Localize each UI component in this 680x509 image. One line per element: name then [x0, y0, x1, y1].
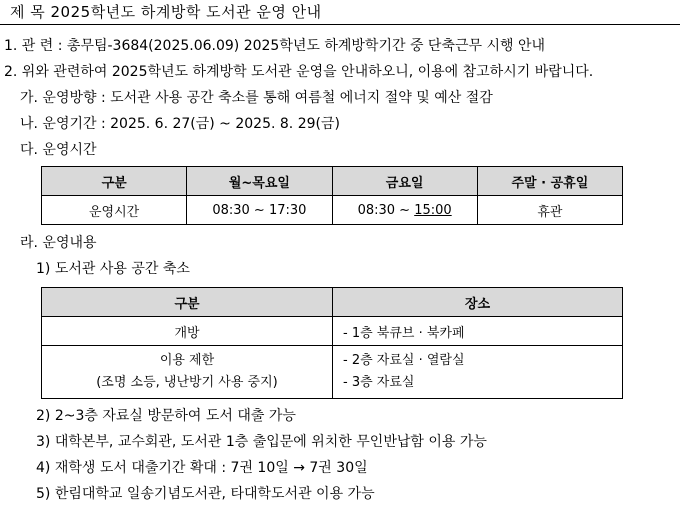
table-row	[42, 317, 623, 346]
open-label: 개방	[42, 317, 333, 346]
table-row	[42, 346, 623, 399]
table-row	[42, 196, 623, 225]
operating-hours-table	[41, 166, 623, 225]
content-item-4: 4) 재학생 도서 대출기간 확대 : 7권 10일 → 7권 30일	[36, 460, 368, 476]
restricted-place: - 3층 자료실	[343, 375, 415, 390]
table-header-row	[42, 288, 623, 317]
content-item-5: 5) 한림대학교 일송기념도서관, 타대학도서관 이용 가능	[36, 486, 375, 502]
restricted-places-cell	[333, 346, 623, 399]
space-reduction-table	[41, 287, 623, 399]
sub-item-da-hours: 다. 운영시간	[20, 142, 97, 158]
weekend-hours: 휴관	[477, 196, 622, 225]
row-label: 운영시간	[42, 196, 187, 225]
content-item-3: 3) 대학본부, 교수회관, 도서관 1층 출입문에 위치한 무인반납함 이용 가능	[36, 434, 487, 450]
restricted-label: 이용 제한	[159, 353, 215, 368]
column-header: 금요일	[332, 167, 477, 196]
title-divider	[0, 24, 680, 25]
column-header: 구분	[42, 288, 333, 317]
friday-hours	[332, 196, 477, 225]
table-header-row	[42, 167, 623, 196]
column-header: 주말 · 공휴일	[477, 167, 622, 196]
sub-item-ra-content: 라. 운영내용	[20, 235, 97, 251]
restricted-note: (조명 소등, 냉난방기 사용 중지)	[96, 375, 278, 390]
column-header: 장소	[333, 288, 623, 317]
restricted-place: - 2층 자료실 · 열람실	[343, 353, 465, 368]
document-title: 제 목 2025학년도 하계방학 도서관 운영 안내	[10, 3, 322, 21]
sub-item-na-period: 나. 운영기간 : 2025. 6. 27(금) ~ 2025. 8. 29(금)	[20, 116, 340, 132]
restricted-label-cell	[42, 346, 333, 399]
column-header: 월~목요일	[187, 167, 332, 196]
friday-start: 08:30 ~	[357, 202, 415, 218]
friday-end-underlined: 15:00	[414, 202, 452, 218]
item-2-notice: 2. 위와 관련하여 2025학년도 하계방학 도서관 운영을 안내하오니, 이용에 참고하시기 바랍니다.	[4, 64, 594, 80]
mon-thu-hours: 08:30 ~ 17:30	[187, 196, 332, 225]
sub-item-ga-direction: 가. 운영방향 : 도서관 사용 공간 축소를 통해 여름철 에너지 절약 및 예산 절감	[20, 90, 493, 106]
column-header: 구분	[42, 167, 187, 196]
content-item-1: 1) 도서관 사용 공간 축소	[36, 261, 190, 277]
open-places: - 1층 북큐브 · 북카페	[333, 317, 623, 346]
item-1-related: 1. 관 련 : 총무팀-3684(2025.06.09) 2025학년도 하계방학기간 중 단축근무 시행 안내	[4, 38, 546, 54]
content-item-2: 2) 2~3층 자료실 방문하여 도서 대출 가능	[36, 408, 296, 424]
